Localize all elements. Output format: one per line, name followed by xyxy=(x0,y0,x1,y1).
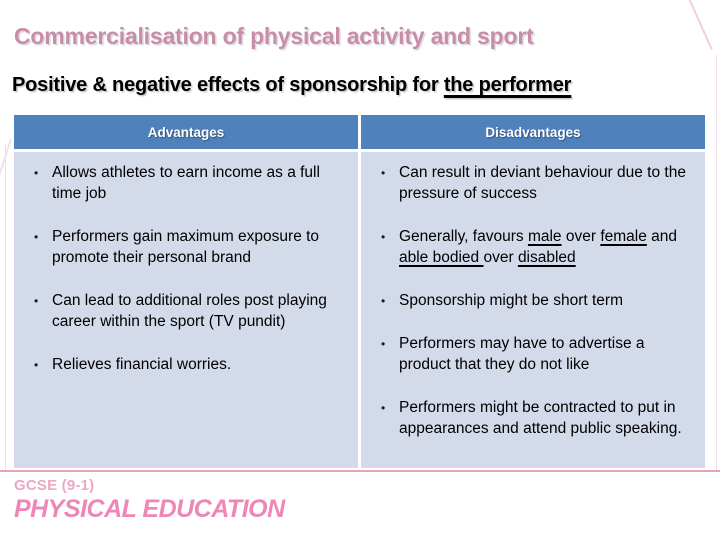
underlined-text: able bodied xyxy=(399,249,484,266)
bullet-icon: • xyxy=(381,166,386,180)
underlined-text: female xyxy=(600,228,647,245)
subtitle xyxy=(12,74,712,97)
qualification-label: GCSE (9-1) xyxy=(14,477,95,494)
item-text: Performers may have to advertise a product that they do not like xyxy=(399,335,645,373)
item-text: Can lead to additional roles post playing career within the sport (TV pundit) xyxy=(52,292,327,330)
list-item xyxy=(361,333,691,375)
subject-label: PHYSICAL EDUCATION xyxy=(14,495,285,523)
footer-brand xyxy=(14,477,285,524)
list-item xyxy=(361,290,691,311)
item-text: and xyxy=(646,228,678,245)
item-text: Sponsorship might be short term xyxy=(399,292,623,309)
underlined-text: disabled xyxy=(517,249,576,266)
bullet-icon: • xyxy=(34,294,39,308)
bullet-icon: • xyxy=(381,294,386,308)
list-item xyxy=(14,162,344,204)
item-text: Generally, favours xyxy=(399,228,528,245)
list-item xyxy=(14,226,344,268)
item-text: Allows athletes to earn income as a full time job xyxy=(52,164,320,202)
list-item xyxy=(14,354,344,375)
table-header-row xyxy=(14,115,705,149)
list-item xyxy=(14,290,344,332)
item-text: Performers gain maximum exposure to promote their personal brand xyxy=(52,228,320,266)
item-text: Relieves financial worries. xyxy=(52,356,232,373)
bullet-icon: • xyxy=(34,358,39,372)
underlined-text: male xyxy=(527,228,562,245)
table-body-row xyxy=(14,152,705,468)
bullet-icon: • xyxy=(381,230,386,244)
subtitle-text: Positive & negative effects of sponsorship for xyxy=(12,74,444,96)
left-edge-accent-line xyxy=(5,145,6,470)
list-item xyxy=(361,226,691,268)
page-title: Commercialisation of physical activity and sport xyxy=(14,23,534,49)
list-item xyxy=(361,397,691,439)
item-text: Performers might be contracted to put in appearances and attend public speaking. xyxy=(399,399,682,437)
footer-divider-line xyxy=(0,470,720,472)
bullet-icon: • xyxy=(381,337,386,351)
advantages-column-header: Advantages xyxy=(14,115,358,149)
bullet-icon: • xyxy=(34,166,39,180)
top-right-swoosh-decoration xyxy=(687,0,712,50)
bullet-icon: • xyxy=(381,401,386,415)
disadvantages-column-header: Disadvantages xyxy=(361,115,705,149)
item-text: Can result in deviant behaviour due to the pressure of success xyxy=(399,164,686,202)
list-item xyxy=(361,162,691,204)
advantages-cell xyxy=(14,152,358,468)
advantages-disadvantages-table xyxy=(14,115,705,468)
item-text: over xyxy=(561,228,601,245)
right-edge-accent-line xyxy=(716,55,717,470)
bullet-icon: • xyxy=(34,230,39,244)
item-text: over xyxy=(483,249,518,266)
subtitle-underlined-text: the performer xyxy=(443,74,572,96)
disadvantages-cell xyxy=(361,152,705,468)
